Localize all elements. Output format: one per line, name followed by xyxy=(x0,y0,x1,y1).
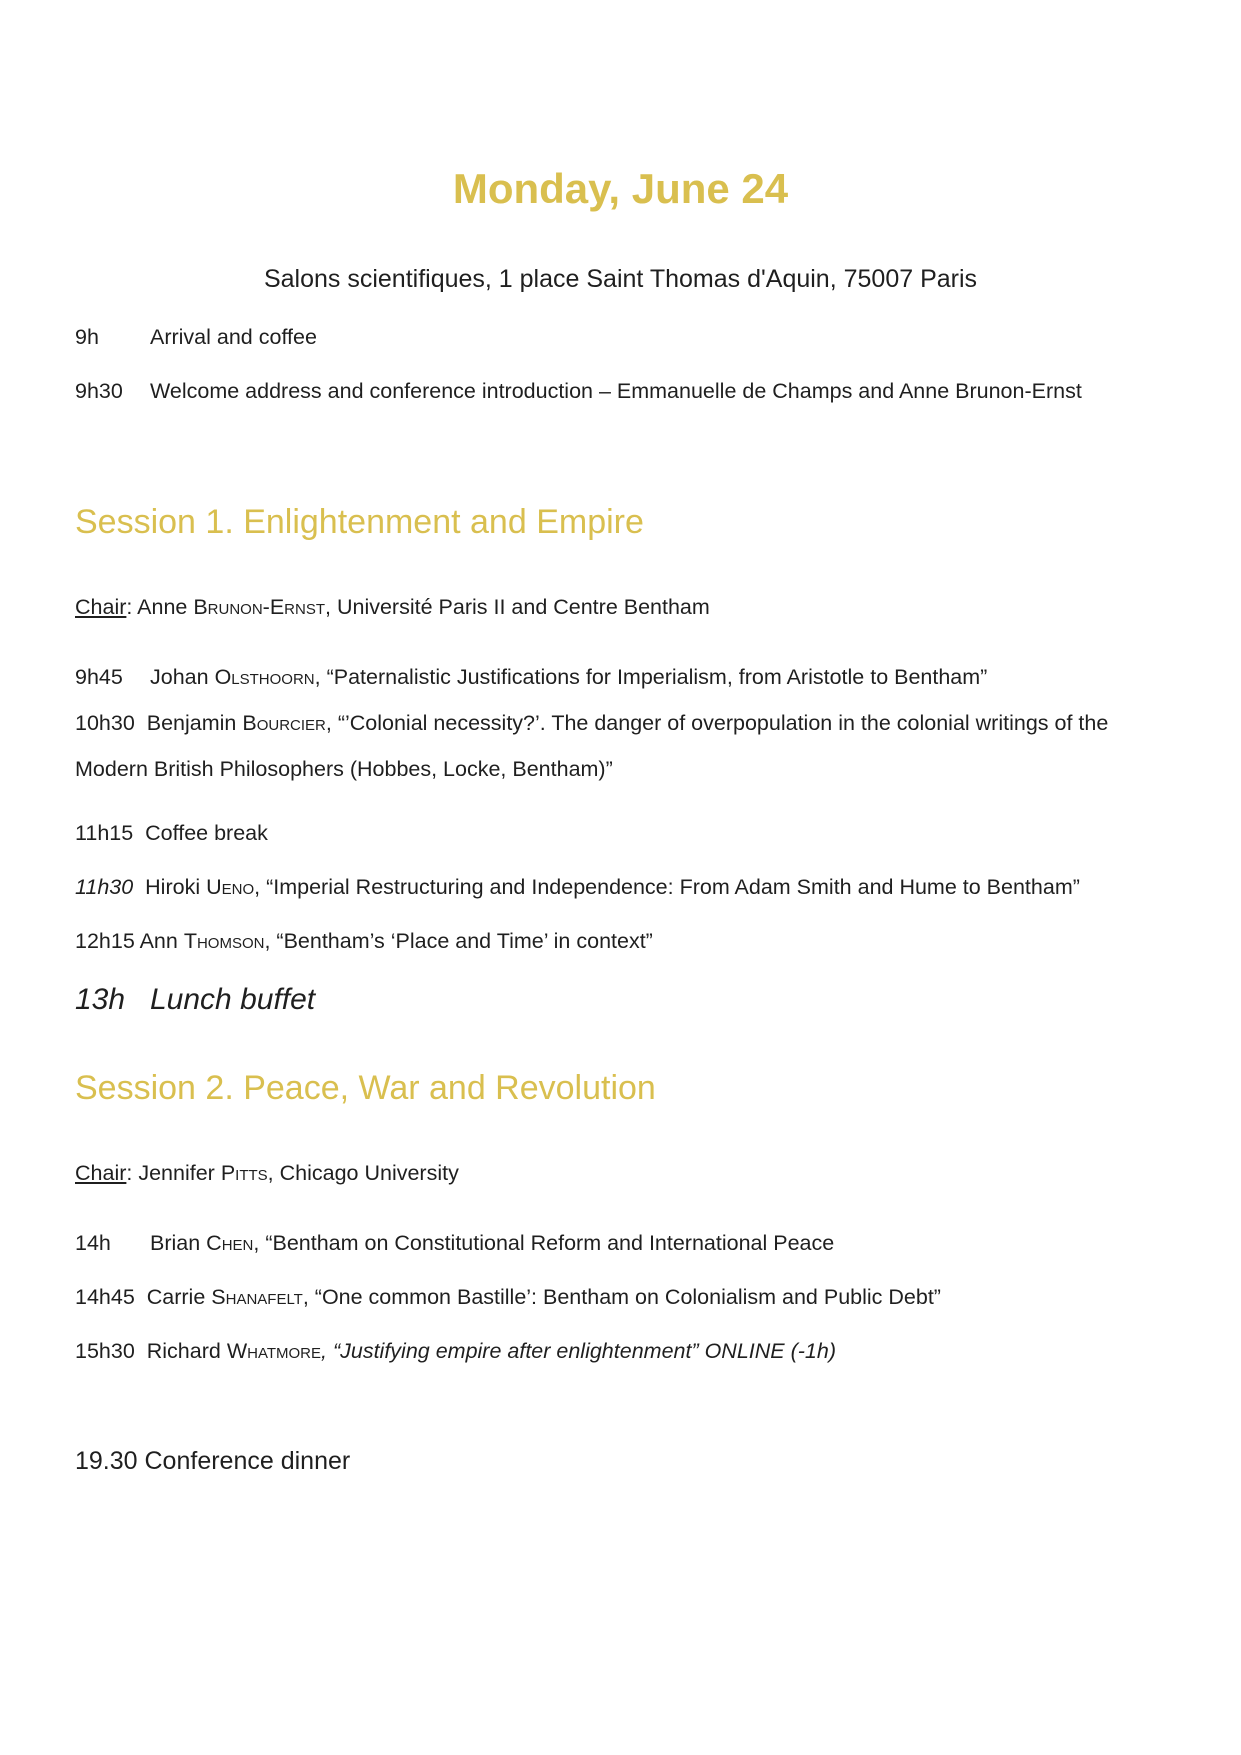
talk-item xyxy=(75,872,1185,902)
speaker-last: Whatmore xyxy=(226,1339,321,1363)
talk-title: , “’Colonial necessity?’. The danger of overpopulation in the colonial writings of the Modern British Philosophers (Hobbes, Locke, Bentham)” xyxy=(75,711,1109,781)
session-1-title: Session 1. Enlightenment and Empire xyxy=(75,503,644,541)
time: 13h xyxy=(75,983,126,1016)
time: 14h45 xyxy=(75,1285,135,1309)
chair-affiliation: , Université Paris II and Centre Bentham xyxy=(325,595,710,619)
time: 11h15 xyxy=(75,821,134,845)
talk-item xyxy=(75,1336,1185,1366)
talk-title: , “Imperial Restructuring and Independence: From Adam Smith and Hume to Bentham” xyxy=(254,875,1080,899)
talk-title: , “Bentham’s ‘Place and Time’ in context” xyxy=(264,929,653,953)
speaker-last: Shanafelt xyxy=(211,1285,303,1309)
lunch-item xyxy=(75,980,315,1020)
talk-item xyxy=(75,700,1185,792)
schedule-item xyxy=(75,322,1185,352)
speaker-first: Carrie xyxy=(146,1285,212,1309)
venue: Salons scientifiques, 1 place Saint Thomas d'Aquin, 75007 Paris xyxy=(263,265,978,293)
time: 11h30 xyxy=(75,875,134,899)
page-title: Monday, June 24 xyxy=(452,165,789,212)
chair-last: Pitts xyxy=(220,1161,268,1185)
session-2-chair: Chair: Jennifer Pitts, Chicago University xyxy=(75,1161,459,1185)
time: 9h xyxy=(75,325,99,349)
item-text: Arrival and coffee xyxy=(150,325,317,349)
item-text: Welcome address and conference introduction – Emmanuelle de Champs and Anne Brunon-Ernst xyxy=(150,379,1082,403)
speaker-first: Johan xyxy=(150,665,215,689)
schedule-item xyxy=(75,818,1185,848)
talk-title: , “Justifying empire after enlightenment” ONLINE (-1h) xyxy=(321,1339,837,1363)
speaker-last: Ueno xyxy=(206,875,255,899)
chair-label: Chair xyxy=(75,595,127,619)
talk-item xyxy=(75,662,1185,692)
time: 9h30 xyxy=(75,379,123,403)
dinner-item: 19.30 Conference dinner xyxy=(75,1447,351,1475)
talk-item xyxy=(75,926,1185,956)
speaker-last: Olsthoorn xyxy=(214,665,315,689)
speaker-last: Bourcier xyxy=(242,711,326,735)
chair-label: Chair xyxy=(75,1161,127,1185)
speaker-first: Benjamin xyxy=(146,711,243,735)
speaker-first: Richard xyxy=(146,1339,227,1363)
time: 10h30 xyxy=(75,711,135,735)
speaker-last: Chen xyxy=(206,1231,254,1255)
talk-title: , “Bentham on Constitutional Reform and International Peace xyxy=(253,1231,835,1255)
item-text: Lunch buffet xyxy=(150,983,316,1016)
chair-first: Anne xyxy=(137,595,194,619)
chair-affiliation: , Chicago University xyxy=(267,1161,459,1185)
time: 9h45 xyxy=(75,665,123,689)
session-1-chair: Chair: Anne Brunon-Ernst, Université Paris II and Centre Bentham xyxy=(75,595,710,619)
item-text: Coffee break xyxy=(145,821,268,845)
speaker-last: Thomson xyxy=(183,929,265,953)
time: 14h xyxy=(75,1231,111,1255)
talk-item xyxy=(75,1228,1185,1258)
speaker-first: Brian xyxy=(150,1231,207,1255)
speaker-first: Hiroki xyxy=(145,875,207,899)
time: 12h15 xyxy=(75,929,135,953)
chair-last: Brunon-Ernst xyxy=(193,595,326,619)
talk-item xyxy=(75,1282,1185,1312)
schedule-item xyxy=(75,376,1185,406)
speaker-first: Ann xyxy=(139,929,184,953)
session-2-title: Session 2. Peace, War and Revolution xyxy=(75,1069,656,1107)
time: 15h30 xyxy=(75,1339,135,1363)
chair-first: Jennifer xyxy=(138,1161,221,1185)
talk-title: , “One common Bastille’: Bentham on Colonialism and Public Debt” xyxy=(302,1285,941,1309)
talk-title: , “Paternalistic Justifications for Imperialism, from Aristotle to Bentham” xyxy=(314,665,988,689)
